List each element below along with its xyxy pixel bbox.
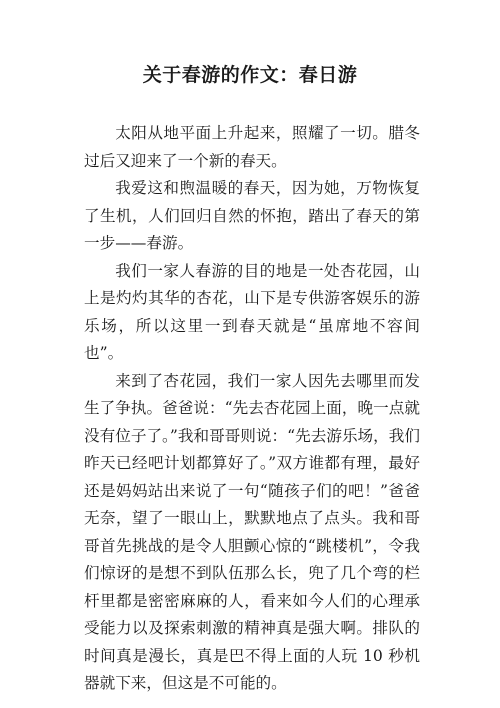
paragraph-1: 太阳从地平面上升起来，照耀了一切。腊冬过后又迎来了一个新的春天。 <box>84 124 420 170</box>
paragraph-4: 来到了杏花园，我们一家人因先去哪里而发生了争执。爸爸说：“先去杏花园上面，晚一点就没有位子了。”我和哥哥则说：“先去游乐场，我们昨天已经吧计划都算好了。”双方谁都有理，最好还是妈妈站出来说了一句“随孩子们的吧！”爸爸无奈，望了一眼山上，默默地点了点头。我和哥哥首先挑战的是令人胆颤心惊的“跳楼机”，令我们惊讶的是想不到队伍那么长，兜了几个弯的栏杆里都是密密麻麻的人，看来如今人们的心理承受能力以及探索刺激的精神真是强大啊。排队的时间真是漫长，真是巴不得上面的人玩 10 秒机器就下来，但这是不可能的。 <box>84 371 420 692</box>
paragraph-2: 我爱这和煦温暖的春天，因为她，万物恢复了生机，人们回归自然的怀抱，踏出了春天的第一步——春游。 <box>84 179 420 252</box>
paragraph-3: 我们一家人春游的目的地是一处杏花园，山上是灼灼其华的杏花，山下是专供游客娱乐的游乐场，所以这里一到春天就是“虽席地不容间也”。 <box>84 261 420 362</box>
article-body <box>84 120 420 698</box>
page-title: 关于春游的作文：春日游 <box>142 64 358 86</box>
